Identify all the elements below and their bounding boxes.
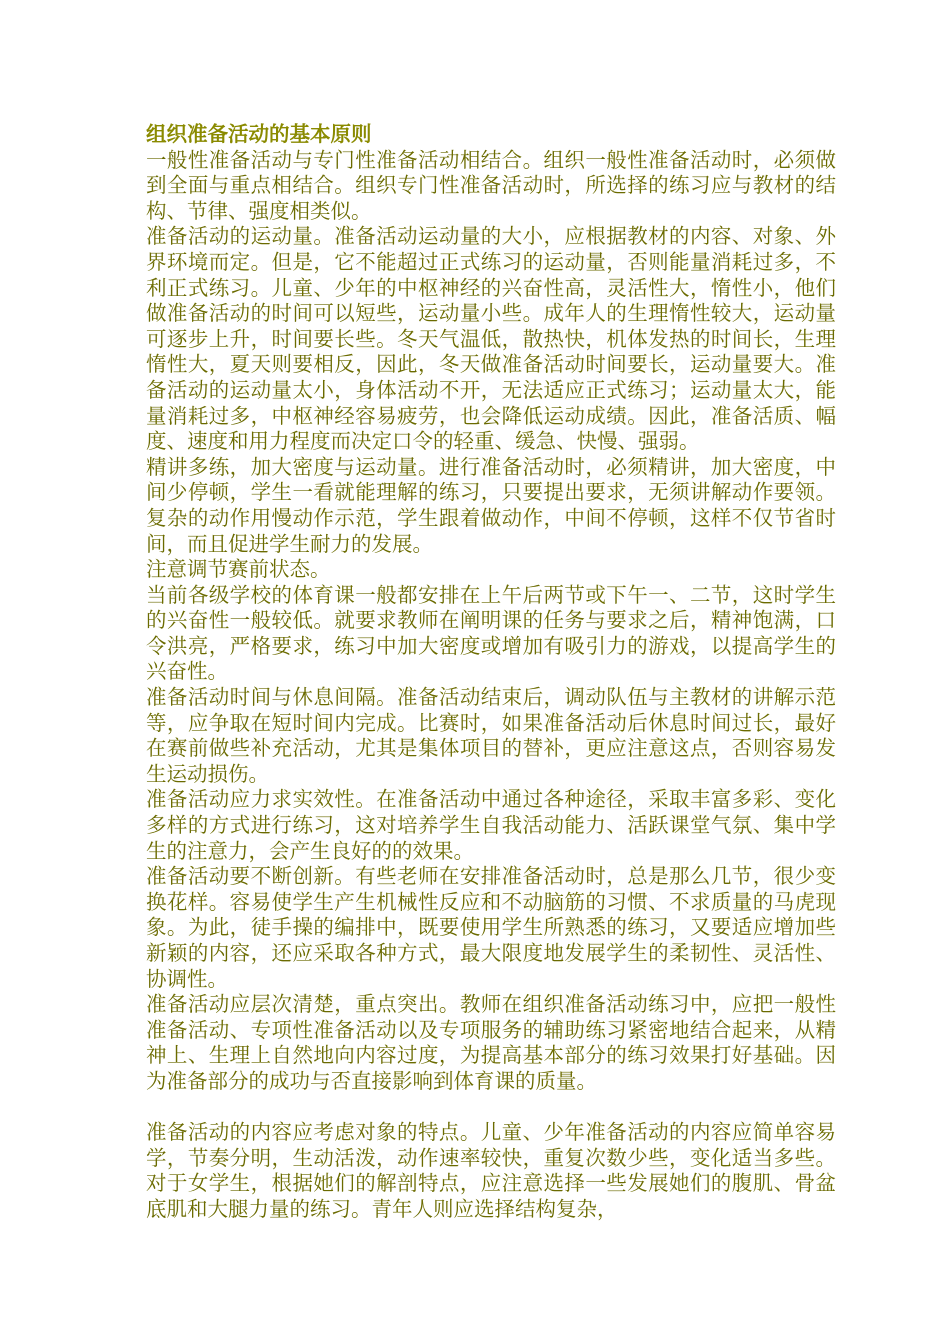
- paragraph-target-characteristics: 准备活动的内容应考虑对象的特点。儿童、少年准备活动的内容应简单容易学，节奏分明，生动活泼，动作速率较快，重复次数少些，变化适当多些。对于女学生，根据她们的解剖特点，应注意选择一些发展她们的腹肌、骨盆底肌和大腿力量的练习。青年人则应选择结构复杂，: [146, 1120, 836, 1221]
- paragraph-exercise-load: 准备活动的运动量。准备活动运动量的大小，应根据教材的内容、对象、外界环境而定。但是，它不能超过正式练习的运动量，否则能量消耗过多，不利正式练习。儿童、少年的中枢神经的兴奋性高，灵活性大，惰性小，他们做准备活动的时间可以短些，运动量小些。成年人的生理惰性较大，运动量可逐步上升，时间要长些。冬天气温低，散热快，机体发热的时间长，生理惰性大，夏天则要相反，因此，冬天做准备活动时间要长，运动量要大。准备活动的运动量太小，身体活动不开，无法适应正式练习；运动量太大，能量消耗过多，中枢神经容易疲劳，也会降低运动成绩。因此，准备活质、幅度、速度和用力程度而决定口令的轻重、缓急、快慢、强弱。: [146, 224, 836, 454]
- paragraph-effectiveness: 准备活动应力求实效性。在准备活动中通过各种途径，采取丰富多彩、变化多样的方式进行练习，这对培养学生自我活动能力、活跃课堂气氛、集中学生的注意力，会产生良好的的效果。: [146, 787, 836, 863]
- paragraph-class-schedule: 当前各级学校的体育课一般都安排在上午后两节或下午一、二节，这时学生的兴奋性一般较低。就要求教师在阐明课的任务与要求之后，精神饱满，口令洪亮，严格要求，练习中加大密度或增加有吸引力的游戏，以提高学生的兴奋性。: [146, 582, 836, 684]
- paragraph-innovation: 准备活动要不断创新。有些老师在安排准备活动时，总是那么几节，很少变换花样。容易使学生产生机械性反应和不动脑筋的习惯、不求质量的马虎现象。为此，徒手操的编排中，既要使用学生所熟悉的练习，又要适应增加些新颖的内容，还应采取各种方式，最大限度地发展学生的柔韧性、灵活性、协调性。: [146, 864, 836, 991]
- document-page: [146, 122, 836, 1223]
- paragraph-pre-competition-heading: 注意调节赛前状态。: [146, 557, 331, 582]
- paragraph-gap: [146, 1095, 836, 1121]
- paragraph-general-specific: 一般性准备活动与专门性准备活动相结合。组织一般性准备活动时，必须做到全面与重点相结合。组织专门性准备活动时，所选择的练习应与教材的结构、节律、强度相类似。: [146, 147, 836, 223]
- paragraph-clear-levels: 准备活动应层次清楚，重点突出。教师在组织准备活动练习中，应把一般性准备活动、专项性准备活动以及专项服务的辅助练习紧密地结合起来，从精神上、生理上自然地向内容过度，为提高基本部分的练习效果打好基础。因为准备部分的成功与否直接影响到体育课的质量。: [146, 992, 836, 1093]
- paragraph-concise-explanation: 精讲多练，加大密度与运动量。进行准备活动时，必须精讲，加大密度，中间少停顿，学生一看就能理解的练习，只要提出要求，无须讲解动作要领。复杂的动作用慢动作示范，学生跟着做动作，中间不停顿，这样不仅节省时间，而且促进学生耐力的发展。: [146, 454, 836, 556]
- document-title: 组织准备活动的基本原则: [146, 122, 372, 146]
- paragraph-rest-interval: 准备活动时间与休息间隔。准备活动结束后，调动队伍与主教材的讲解示范等，应争取在短时间内完成。比赛时，如果准备活动后休息时间过长，最好在赛前做些补充活动，尤其是集体项目的替补，更应注意这点，否则容易发生运动损伤。: [146, 685, 836, 786]
